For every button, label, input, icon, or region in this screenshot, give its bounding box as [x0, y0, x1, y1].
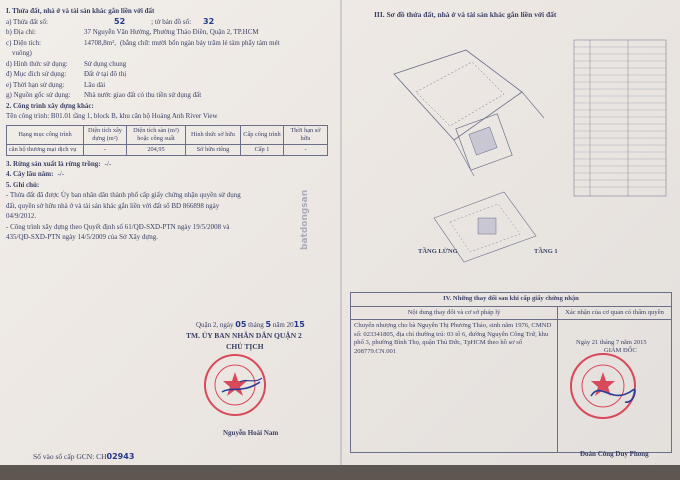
floor-label-ground: TẦNG 1	[534, 248, 558, 255]
address-value: 37 Nguyễn Văn Hưởng, Phường Thảo Điền, Quận 2, TP.HCM	[84, 28, 259, 36]
area-words: (bằng chữ: mười bốn ngàn bảy trăm lẻ tám phẩy tám mét	[120, 38, 280, 47]
address-label: b) Địa chỉ:	[6, 28, 36, 36]
sign-month-label: tháng	[248, 321, 264, 329]
section3-title: III. Sơ đồ thửa đất, nhà ở và tài sản khác gắn liền với đất	[374, 10, 557, 19]
sign-month: 5	[265, 320, 272, 329]
coordinate-table-lines	[574, 47, 666, 187]
col1-header: Nội dung thay đổi và cơ sở pháp lý	[351, 306, 558, 320]
sign-day: 05	[235, 320, 247, 329]
building-table-header	[7, 125, 328, 144]
item3-label: 3. Rừng sản xuất là rừng trồng:	[6, 159, 101, 168]
left-page	[6, 6, 336, 243]
sign-place: Quận 2, ngày	[196, 321, 234, 329]
watermark-center: batdongsan	[300, 189, 310, 250]
page-fold	[340, 0, 342, 465]
term-label: e) Thời hạn sử dụng:	[6, 80, 65, 89]
cell-term: -	[284, 144, 328, 155]
confirm-date: Ngày 21 tháng 7 năm 2015	[576, 339, 647, 346]
sign-year-label: năm 20	[272, 321, 294, 329]
table-row	[7, 144, 328, 155]
th-build-area: Diện tích xây dựng (m²)	[84, 125, 127, 144]
parcel-number: 52	[114, 16, 126, 26]
item3-row	[6, 159, 336, 170]
th-floor-area: Diện tích sàn (m²) hoặc công suất	[127, 125, 186, 144]
purpose-row	[6, 69, 336, 80]
confirm-title: GIÁM ĐỐC	[604, 347, 637, 354]
item4-label: 4. Cây lâu năm:	[6, 170, 54, 178]
origin-value: Nhà nước giao đất có thu tiền sử dụng đất	[84, 91, 202, 99]
use-form-row	[6, 59, 336, 70]
origin-row	[6, 90, 336, 101]
parcel-row	[6, 17, 336, 28]
sign-title: CHỦ TỊCH	[226, 342, 264, 351]
note-line-3: 04/9/2012.	[6, 212, 37, 220]
red-seal-stamp-2	[567, 350, 639, 422]
building-name: Tên công trình: B01.01 tầng 1, block B, khu căn hộ Hoàng Anh River View	[6, 112, 218, 120]
area-words-cont: vuông)	[12, 49, 32, 57]
th-item: Hạng mục công trình	[7, 125, 84, 144]
change-content: Chuyển nhượng cho bà Nguyễn Thị Phương Thảo, sinh năm 1976, CMND số: 023341805, địa chỉ thường trú: 03 tổ 6, đường Nguyễn Công Trứ, khu phố 3, phường Bình Thọ, quận Thủ Đức, TpHCM theo hồ sơ số 208779.CN.001	[351, 320, 558, 453]
use-form-value: Sử dụng chung	[84, 59, 127, 68]
building-table	[6, 125, 328, 156]
note-line-5: 435/QĐ-SXD-PTN ngày 14/5/2009 của Sở Xây dựng.	[6, 233, 158, 241]
section1-title: I. Thửa đất, nhà ở và tài sản khác gắn liền với đất	[6, 7, 155, 15]
confirm-signer-name: Đoàn Công Duy Phong	[580, 450, 649, 458]
th-grade: Cấp công trình	[241, 125, 284, 144]
gcn-label: Số vào sổ cấp GCN: CH	[33, 452, 107, 461]
changes-title-row	[351, 293, 672, 307]
parcel-label: a) Thửa đất số:	[6, 17, 48, 26]
area-label: c) Diện tích:	[6, 38, 41, 47]
th-ownership: Hình thức sở hữu	[186, 125, 241, 144]
sign-date	[196, 320, 305, 329]
col2-header: Xác nhận của cơ quan có thẩm quyền	[558, 306, 672, 320]
item4-value: -/-	[57, 170, 65, 178]
sign-year: 15	[293, 320, 305, 329]
section4-title: IV. Những thay đổi sau khi cấp giấy chứng nhận	[351, 293, 672, 307]
sheet-number: 32	[203, 16, 215, 26]
gcn-entry	[33, 452, 134, 461]
cell-floor-area: 204,95	[127, 144, 186, 155]
section2-title: 2. Công trình xây dựng khác:	[6, 101, 94, 110]
cell-build-area: -	[84, 144, 127, 155]
gcn-number: 02943	[106, 452, 135, 461]
signer-name: Nguyễn Hoài Nam	[223, 429, 279, 437]
term-row	[6, 80, 336, 91]
note-line-4: - Công trình xây dựng theo Quyết định số 61/QĐ-SXD-PTN ngày 19/5/2008 và	[6, 222, 230, 231]
term-value: Lâu dài	[84, 80, 106, 89]
area-words-row	[6, 48, 336, 59]
site-plan-diagram	[354, 22, 674, 284]
changes-header-row	[351, 306, 672, 320]
item5-title: 5. Ghi chú:	[6, 180, 40, 189]
sign-organization: TM. ỦY BAN NHÂN DÂN QUẬN 2	[186, 331, 302, 340]
floor-label-mezzanine: TẦNG LỬNG	[418, 248, 458, 255]
item4-row	[6, 169, 336, 180]
cell-ownership: Sở hữu riêng	[186, 144, 241, 155]
cell-item: căn hộ thương mại dịch vụ	[7, 144, 84, 155]
note-line-2: đất, quyền sở hữu nhà ở và tài sản khác gắn liền với đất số BD 866898 ngày	[6, 201, 220, 210]
right-page	[352, 10, 672, 19]
red-seal-stamp	[202, 352, 268, 418]
area-row	[6, 38, 336, 49]
item3-value: -/-	[104, 159, 112, 168]
use-form-label: d) Hình thức sử dụng:	[6, 59, 68, 68]
note-line-1: - Thửa đất đã được Ủy ban nhân dân thành phố cấp giấy chứng nhận quyền sử dụng	[6, 191, 241, 199]
purpose-value: Đất ở tại đô thị	[84, 70, 127, 78]
purpose-label: đ) Mục đích sử dụng:	[6, 70, 67, 78]
cell-grade: Cấp 1	[241, 144, 284, 155]
sheet-label: ; tờ bản đồ số:	[151, 17, 192, 26]
th-term: Thời hạn sở hữu	[284, 125, 328, 144]
origin-label: g) Nguồn gốc sử dụng:	[6, 91, 71, 99]
area-value: 14708,8m²,	[84, 38, 117, 47]
address-row	[6, 27, 336, 38]
table-surface	[0, 465, 680, 480]
